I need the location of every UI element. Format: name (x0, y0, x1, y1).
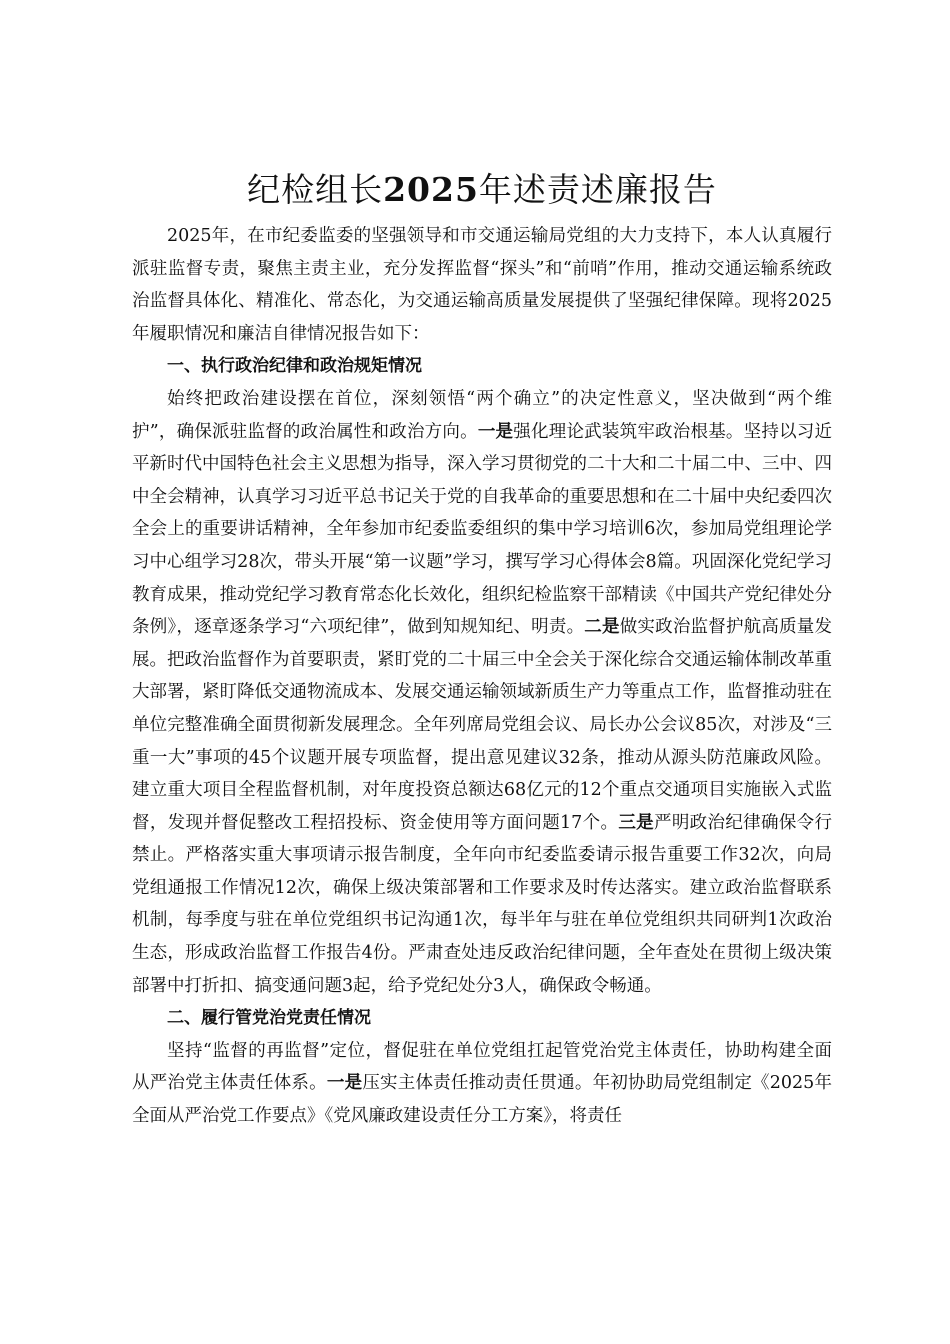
document-page (132, 166, 832, 1133)
section-2-keyword-1: 一是 (326, 1073, 363, 1094)
section-1-text-a: 始终把政治建设摆在首位，深刻领悟“两个确立”的决定性意义，坚决做到“两个维护”，确保派驻监督的政治属性和政治方向。 (132, 388, 832, 442)
title-year: 2025 (383, 170, 479, 209)
section-1-body (132, 383, 832, 1002)
section-2-body (132, 1035, 832, 1133)
section-1-heading: 一、执行政治纪律和政治规矩情况 (167, 356, 422, 377)
section-2-heading: 二、履行管党治党责任情况 (167, 1008, 371, 1029)
intro-paragraph: 2025年，在市纪委监委的坚强领导和市交通运输局党组的大力支持下，本人认真履行派驻监督专责，聚焦主责主业，充分发挥监督“探头”和“前哨”作用，推动交通运输系统政治监督具体化、精准化、常态化，为交通运输高质量发展提供了坚强纪律保障。现将2025年履职情况和廉洁自律情况报告如下： (132, 226, 832, 344)
section-2-text-b: 压实主体责任推动责任贯通。年初协助局党组制定《2025年全面从严治党工作要点》《党风廉政建设责任分工方案》，将责任 (132, 1073, 833, 1127)
section-1-text-d: 严明政治纪律确保令行禁止。严格落实重大事项请示报告制度，全年向市纪委监委请示报告重要工作32次，向局党组通报工作情况12次，确保上级决策部署和工作要求及时传达落实。建立政治监督联系机制，每季度与驻在单位党组织书记沟通1次，每半年与驻在单位党组织共同研判1次政治生态，形成政治监督工作报告4份。严肃查处违反政治纪律问题，全年查处在贯彻上级决策部署中打折扣、搞变通问题3起，给予党纪处分3人，确保政令畅通。 (132, 812, 832, 996)
title-suffix: 年述责述廉报告 (478, 170, 717, 209)
section-1-keyword-2: 二是 (584, 617, 620, 638)
section-1-text-b: 强化理论武装筑牢政治根基。坚持以习近平新时代中国特色社会主义思想为指导，深入学习贯彻党的二十大和二十届二中、三中、四中全会精神，认真学习习近平总书记关于党的自我革命的重要思想和在二十届中央纪委四次全会上的重要讲话精神，全年参加市纪委监委组织的集中学习培训6次，参加局党组理论学习中心组学习28次，带头开展“第一议题”学习，撰写学习心得体会8篇。巩固深化党纪学习教育成果，推动党纪学习教育常态化长效化，组织纪检监察干部精读《中国共产党纪律处分条例》，逐章逐条学习“六项纪律”，做到知规知纪、明责。 (132, 421, 833, 638)
title-prefix: 纪检组长 (247, 170, 384, 209)
section-1-text-c: 做实政治监督护航高质量发展。把政治监督作为首要职责，紧盯党的二十届三中全会关于深化综合交通运输体制改革重大部署，紧盯降低交通物流成本、发展交通运输领域新质生产力等重点工作，监督推动驻在单位完整准确全面贯彻新发展理念。全年列席局党组会议、局长办公会议85次，对涉及“三重一大”事项的45个议题开展专项监督，提出意见建议32条，推动从源头防范廉政风险。建立重大项目全程监督机制，对年度投资总额达68亿元的12个重点交通项目实施嵌入式监督，发现并督促整改工程招投标、资金使用等方面问题17个。 (132, 617, 832, 833)
document-title (132, 166, 832, 214)
section-2-text-a: 坚持“监督的再监督”定位，督促驻在单位党组扛起管党治党主体责任，协助构建全面从严治党主体责任体系。 (132, 1040, 832, 1094)
section-1-keyword-3: 三是 (618, 812, 654, 833)
section-1-keyword-1: 一是 (477, 421, 514, 442)
